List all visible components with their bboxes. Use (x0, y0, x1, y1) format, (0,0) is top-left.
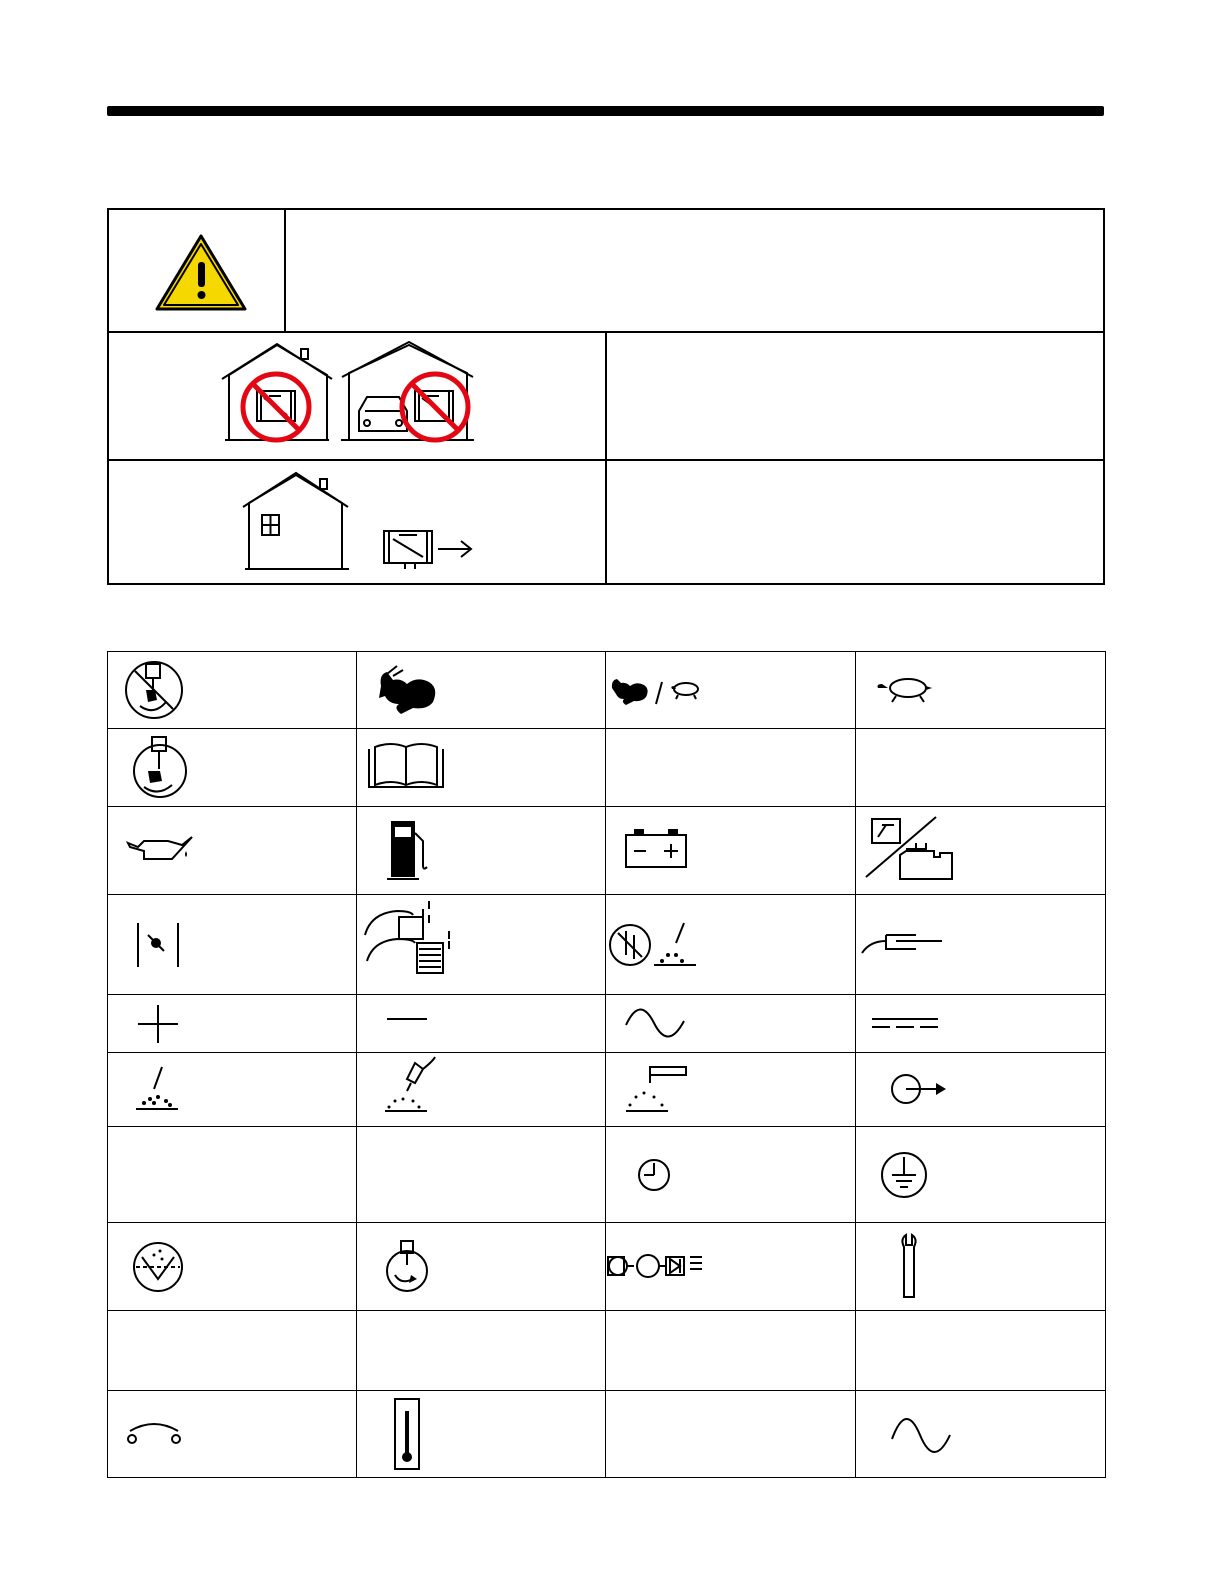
warning-row-outdoor-picture (109, 461, 607, 585)
weld-cable-icon (856, 895, 1106, 994)
symbol-cell (606, 807, 856, 895)
warning-row-indoor-text (609, 333, 1103, 459)
symbol-cell (856, 1223, 1106, 1311)
symbol-cell (856, 1391, 1106, 1478)
symbol-row (108, 807, 1106, 895)
symbol-cell (606, 1127, 856, 1223)
symbol-cell (606, 729, 856, 807)
symbol-cell (108, 1053, 357, 1127)
symbol-row (108, 1391, 1106, 1478)
symbol-cell (108, 807, 357, 895)
generator-rectifier-icon (606, 1223, 856, 1310)
symbol-cell (357, 1391, 606, 1478)
symbol-cell (357, 729, 606, 807)
symbol-cell (856, 807, 1106, 895)
no-indoor-or-garage-operation-icon (109, 333, 605, 459)
warning-table (107, 208, 1105, 585)
symbol-cell (357, 1223, 606, 1311)
symbol-row (108, 895, 1106, 995)
positive-plus-icon (108, 995, 357, 1052)
symbol-cell (606, 1311, 856, 1391)
symbol-cell (357, 1127, 606, 1223)
tig-welding-icon (606, 1053, 856, 1126)
symbol-row (108, 652, 1106, 729)
symbol-row (108, 1223, 1106, 1311)
warning-row-outdoor (109, 461, 1103, 585)
symbol-cell (108, 729, 357, 807)
arrow-right-icon (438, 541, 471, 557)
battery-icon (606, 807, 856, 894)
symbol-cell (108, 1391, 357, 1478)
symbol-cell (606, 1053, 856, 1127)
generator-indoor-prohibited-icon (243, 374, 309, 440)
symbol-row (108, 1053, 1106, 1127)
symbol-cell (856, 995, 1106, 1053)
symbol-cell (357, 807, 606, 895)
symbol-cell (108, 1311, 357, 1391)
no-arc-polarity-icon (606, 895, 856, 994)
symbol-cell (856, 652, 1106, 729)
fast-idle-rabbit-icon (357, 652, 606, 728)
engine-start-icon (357, 1223, 606, 1310)
choke-icon (108, 729, 357, 806)
air-filter-icon (108, 1223, 357, 1310)
symbol-cell (856, 1127, 1106, 1223)
mig-welding-icon (357, 1053, 606, 1126)
symbol-row (108, 995, 1106, 1053)
ground-earth-icon (856, 1127, 1106, 1222)
ac-sine-icon (606, 995, 856, 1052)
symbol-row (108, 729, 1106, 807)
generator-outdoors-icon (384, 531, 432, 569)
house-icon (243, 473, 349, 569)
warning-row-indoor-picture (109, 333, 607, 459)
symbol-cell (108, 895, 357, 995)
symbol-cell (606, 1223, 856, 1311)
symbol-cell (108, 995, 357, 1053)
outdoor-operation-icon (109, 461, 605, 583)
symbol-cell (357, 652, 606, 729)
thermometer-icon (357, 1391, 606, 1477)
on-off-switch-icon (108, 895, 357, 994)
rabbit-turtle-idle-icon (606, 652, 856, 728)
symbol-cell (108, 1223, 357, 1311)
spark-plug-gap-icon (357, 895, 606, 994)
read-manual-icon (357, 729, 606, 806)
symbol-row (108, 1311, 1106, 1391)
circuit-breaker-icon (108, 1391, 357, 1477)
symbol-cell (606, 652, 856, 729)
symbol-cell (357, 895, 606, 995)
fuel-pump-icon (357, 807, 606, 894)
no-choke-icon (108, 652, 357, 728)
symbol-table (107, 651, 1106, 1478)
symbol-cell (856, 1053, 1106, 1127)
header-rule (107, 106, 1104, 116)
generator-garage-prohibited-icon (402, 374, 468, 440)
dc-line-icon (856, 995, 1106, 1052)
symbol-cell (856, 1311, 1106, 1391)
stick-welding-icon (108, 1053, 357, 1126)
symbol-cell (606, 995, 856, 1053)
engine-oil-icon (108, 807, 357, 894)
symbol-cell (606, 1391, 856, 1478)
slow-idle-turtle-icon (856, 652, 1106, 728)
symbol-cell (856, 729, 1106, 807)
symbol-cell (357, 1053, 606, 1127)
negative-minus-icon (357, 995, 606, 1052)
symbol-cell (357, 995, 606, 1053)
output-icon (856, 1053, 1106, 1126)
warning-header (109, 210, 1103, 333)
symbol-cell (108, 652, 357, 729)
warning-triangle-icon (109, 210, 286, 331)
symbol-cell (606, 895, 856, 995)
engine-stop-icon (856, 807, 1106, 894)
symbol-cell (856, 895, 1106, 995)
symbol-cell (108, 1127, 357, 1223)
symbol-row (108, 1127, 1106, 1223)
warning-row-indoor (109, 333, 1103, 461)
ac-sine-large-icon (856, 1391, 1106, 1477)
hour-meter-icon (606, 1127, 856, 1222)
symbol-cell (357, 1311, 606, 1391)
warning-icon-cell (109, 210, 286, 331)
warning-row-outdoor-text (609, 461, 1103, 585)
wrench-icon (856, 1223, 1106, 1310)
